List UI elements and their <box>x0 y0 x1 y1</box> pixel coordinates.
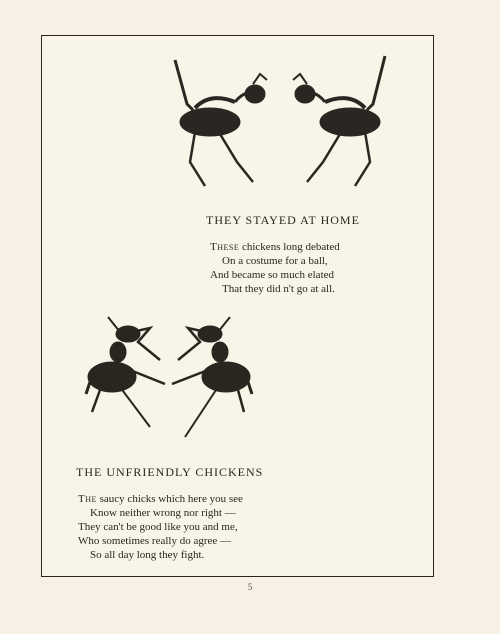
poem1-line-2: On a costume for a ball, <box>222 255 328 267</box>
poem2-first-rest: saucy chicks which here you see <box>96 493 243 505</box>
poem1-title: THEY STAYED AT HOME <box>206 213 360 227</box>
poem2-line-3: They can't be good like you and me, <box>78 521 238 533</box>
poem1-line-4: That they did n't go at all. <box>222 283 335 295</box>
poem2-line-2: Know neither wrong nor right — <box>90 507 236 519</box>
poem1-line-1 <box>210 240 340 254</box>
poem2-line-4: Who sometimes really do agree — <box>78 535 232 547</box>
inkblot-birds-top-illustration <box>165 52 395 192</box>
poem1-first-word: These <box>210 241 240 253</box>
poem2-title: THE UNFRIENDLY CHICKENS <box>76 465 264 479</box>
inkblot-chickens-bottom-illustration <box>80 312 260 442</box>
poem1-line-3: And became so much elated <box>210 269 335 281</box>
poem2-first-word: The <box>78 493 97 505</box>
poem2-verse <box>78 492 243 562</box>
poem1-first-rest: chickens long debated <box>239 241 340 253</box>
page-number: 5 <box>247 582 253 592</box>
poem1-verse <box>210 240 340 296</box>
poem2-line-5: So all day long they fight. <box>90 549 205 561</box>
poem2-line-1 <box>78 492 243 506</box>
